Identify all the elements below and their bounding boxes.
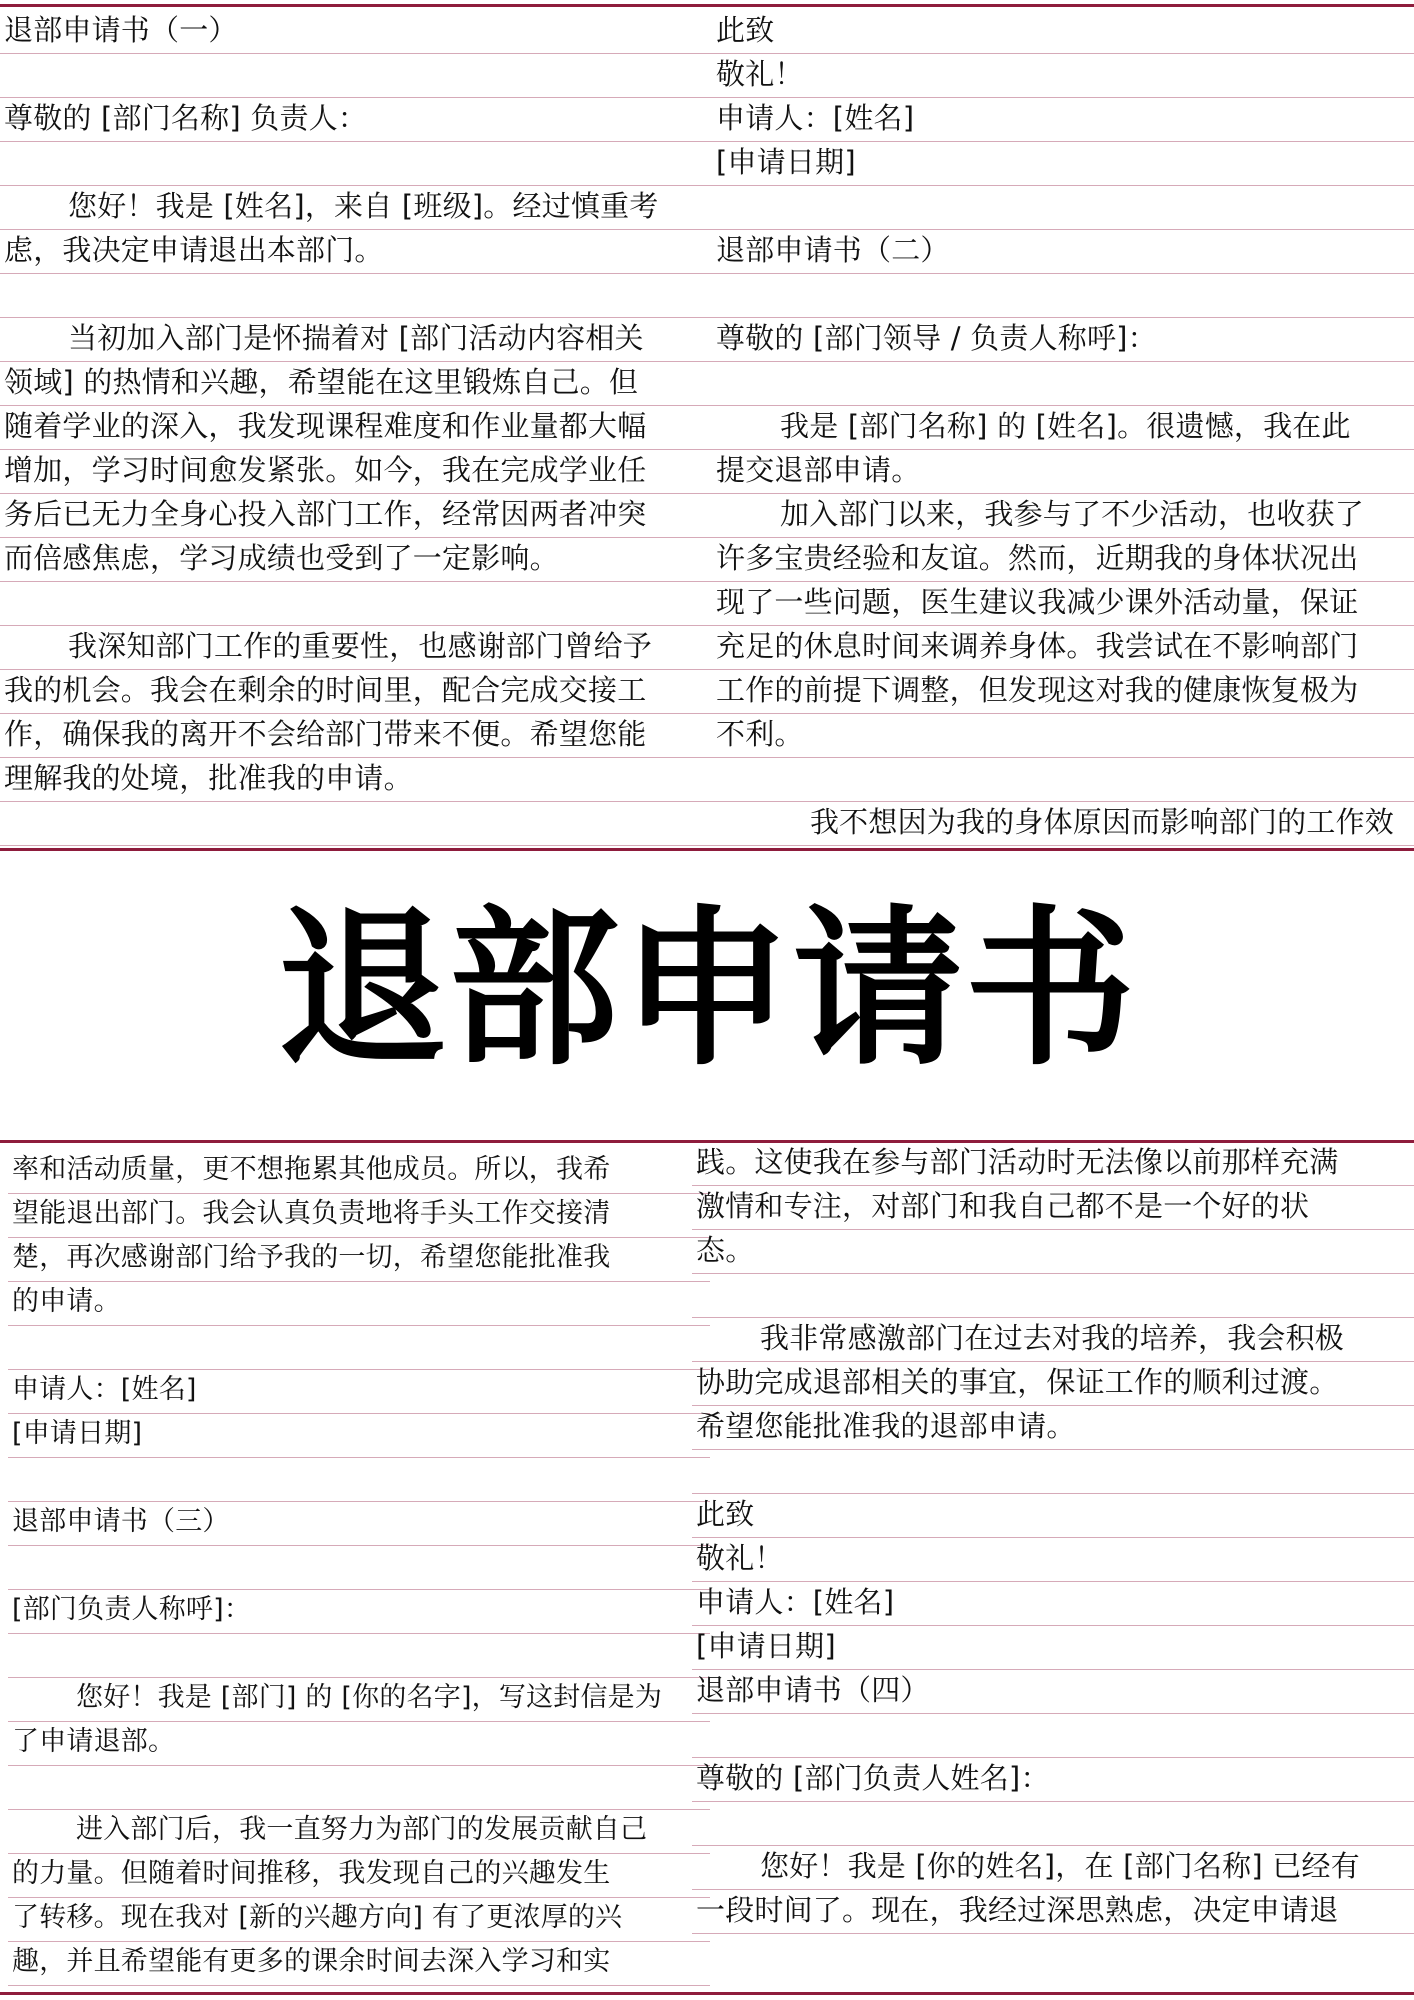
text-line: 您好！我是 [部门] 的 [你的名字]，写这封信是为 [8,1678,710,1722]
text-line [712,186,1414,230]
text-line [8,1326,710,1370]
text-line [692,1450,1414,1494]
bottom-right-column [692,1142,1414,1990]
text-line: 望能退出部门。我会认真负责地将手头工作交接清 [8,1194,710,1238]
text-line: 的申请。 [8,1282,710,1326]
text-line: 退部申请书（三） [8,1502,710,1546]
top-right-column [712,10,1414,846]
text-line: 我是 [部门名称] 的 [姓名]。很遗憾，我在此 [712,406,1414,450]
text-line: [部门负责人称呼]： [8,1590,710,1634]
text-line: 作，确保我的离开不会给部门带来不便。希望您能 [0,714,712,758]
text-line [712,758,1414,802]
text-line: 进入部门后，我一直努力为部门的发展贡献自己 [8,1810,710,1854]
text-line: [申请日期] [712,142,1414,186]
text-line: 申请人：[姓名] [692,1582,1414,1626]
text-line: 敬礼！ [712,54,1414,98]
text-line: 了转移。现在我对 [新的兴趣方向] 有了更浓厚的兴 [8,1898,710,1942]
bottom-rule [0,1992,1414,1995]
text-line: 随着学业的深入，我发现课程难度和作业量都大幅 [0,406,712,450]
text-line [0,142,712,186]
text-line: 我不想因为我的身体原因而影响部门的工作效 [712,802,1414,846]
top-left-column [0,10,712,846]
text-line: 加入部门以来，我参与了不少活动，也收获了 [712,494,1414,538]
text-line: 此致 [712,10,1414,54]
text-line: 一段时间了。现在，我经过深思熟虑，决定申请退 [692,1890,1414,1934]
text-line: 激情和专注，对部门和我自己都不是一个好的状 [692,1186,1414,1230]
text-line: 希望您能批准我的退部申请。 [692,1406,1414,1450]
text-line: 提交退部申请。 [712,450,1414,494]
text-line: 践。这使我在参与部门活动时无法像以前那样充满 [692,1142,1414,1186]
text-line: 而倍感焦虑，学习成绩也受到了一定影响。 [0,538,712,582]
text-line [8,1546,710,1590]
text-line [712,362,1414,406]
text-line: 的力量。但随着时间推移，我发现自己的兴趣发生 [8,1854,710,1898]
mid-rule-right [710,848,1414,851]
text-line: 现了一些问题，医生建议我减少课外活动量，保证 [712,582,1414,626]
text-line: 申请人：[姓名] [8,1370,710,1414]
text-line: 了申请退部。 [8,1722,710,1766]
text-line: 当初加入部门是怀揣着对 [部门活动内容相关 [0,318,712,362]
text-line: 工作的前提下调整，但发现这对我的健康恢复极为 [712,670,1414,714]
text-line: 态。 [692,1230,1414,1274]
text-line: 尊敬的 [部门名称] 负责人： [0,98,712,142]
text-line: 领域] 的热情和兴趣，希望能在这里锻炼自己。但 [0,362,712,406]
text-line: 尊敬的 [部门领导 / 负责人称呼]： [712,318,1414,362]
text-line: 虑，我决定申请退出本部门。 [0,230,712,274]
text-line [8,1634,710,1678]
text-line: 趣，并且希望能有更多的课余时间去深入学习和实 [8,1942,710,1986]
text-line: 率和活动质量，更不想拖累其他成员。所以，我希 [8,1150,710,1194]
text-line: [申请日期] [692,1626,1414,1670]
text-line [0,802,712,846]
text-line: 务后已无力全身心投入部门工作，经常因两者冲突 [0,494,712,538]
text-line: 申请人：[姓名] [712,98,1414,142]
mid-rule-left [0,848,710,851]
text-line: 增加，学习时间愈发紧张。如今，我在完成学业任 [0,450,712,494]
text-line: 不利。 [712,714,1414,758]
text-line [692,1802,1414,1846]
text-line [0,274,712,318]
text-line: 许多宝贵经验和友谊。然而，近期我的身体状况出 [712,538,1414,582]
text-line [8,1458,710,1502]
text-line: 充足的休息时间来调养身体。我尝试在不影响部门 [712,626,1414,670]
text-line: [申请日期] [8,1414,710,1458]
top-rule-left [0,4,710,7]
text-line: 此致 [692,1494,1414,1538]
text-line [0,54,712,98]
text-line: 我的机会。我会在剩余的时间里，配合完成交接工 [0,670,712,714]
lower-rule-left [0,1140,710,1143]
page-title: 退部申请书 [276,891,1137,1089]
text-line [0,582,712,626]
text-line: 您好！我是 [你的姓名]，在 [部门名称] 已经有 [692,1846,1414,1890]
text-line [712,274,1414,318]
text-line: 退部申请书（一） [0,10,712,54]
bottom-left-column [8,1150,710,1990]
text-line: 敬礼！ [692,1538,1414,1582]
text-line: 楚，再次感谢部门给予我的一切，希望您能批准我 [8,1238,710,1282]
text-line [8,1766,710,1810]
text-line: 退部申请书（二） [712,230,1414,274]
text-line: 协助完成退部相关的事宜，保证工作的顺利过渡。 [692,1362,1414,1406]
text-line: 我非常感激部门在过去对我的培养，我会积极 [692,1318,1414,1362]
text-line: 我深知部门工作的重要性，也感谢部门曾给予 [0,626,712,670]
text-line: 理解我的处境，批准我的申请。 [0,758,712,802]
top-rule-right [710,4,1414,7]
text-line: 退部申请书（四） [692,1670,1414,1714]
text-line: 您好！我是 [姓名]，来自 [班级]。经过慎重考 [0,186,712,230]
text-line [692,1714,1414,1758]
text-line: 尊敬的 [部门负责人姓名]： [692,1758,1414,1802]
text-line [692,1274,1414,1318]
